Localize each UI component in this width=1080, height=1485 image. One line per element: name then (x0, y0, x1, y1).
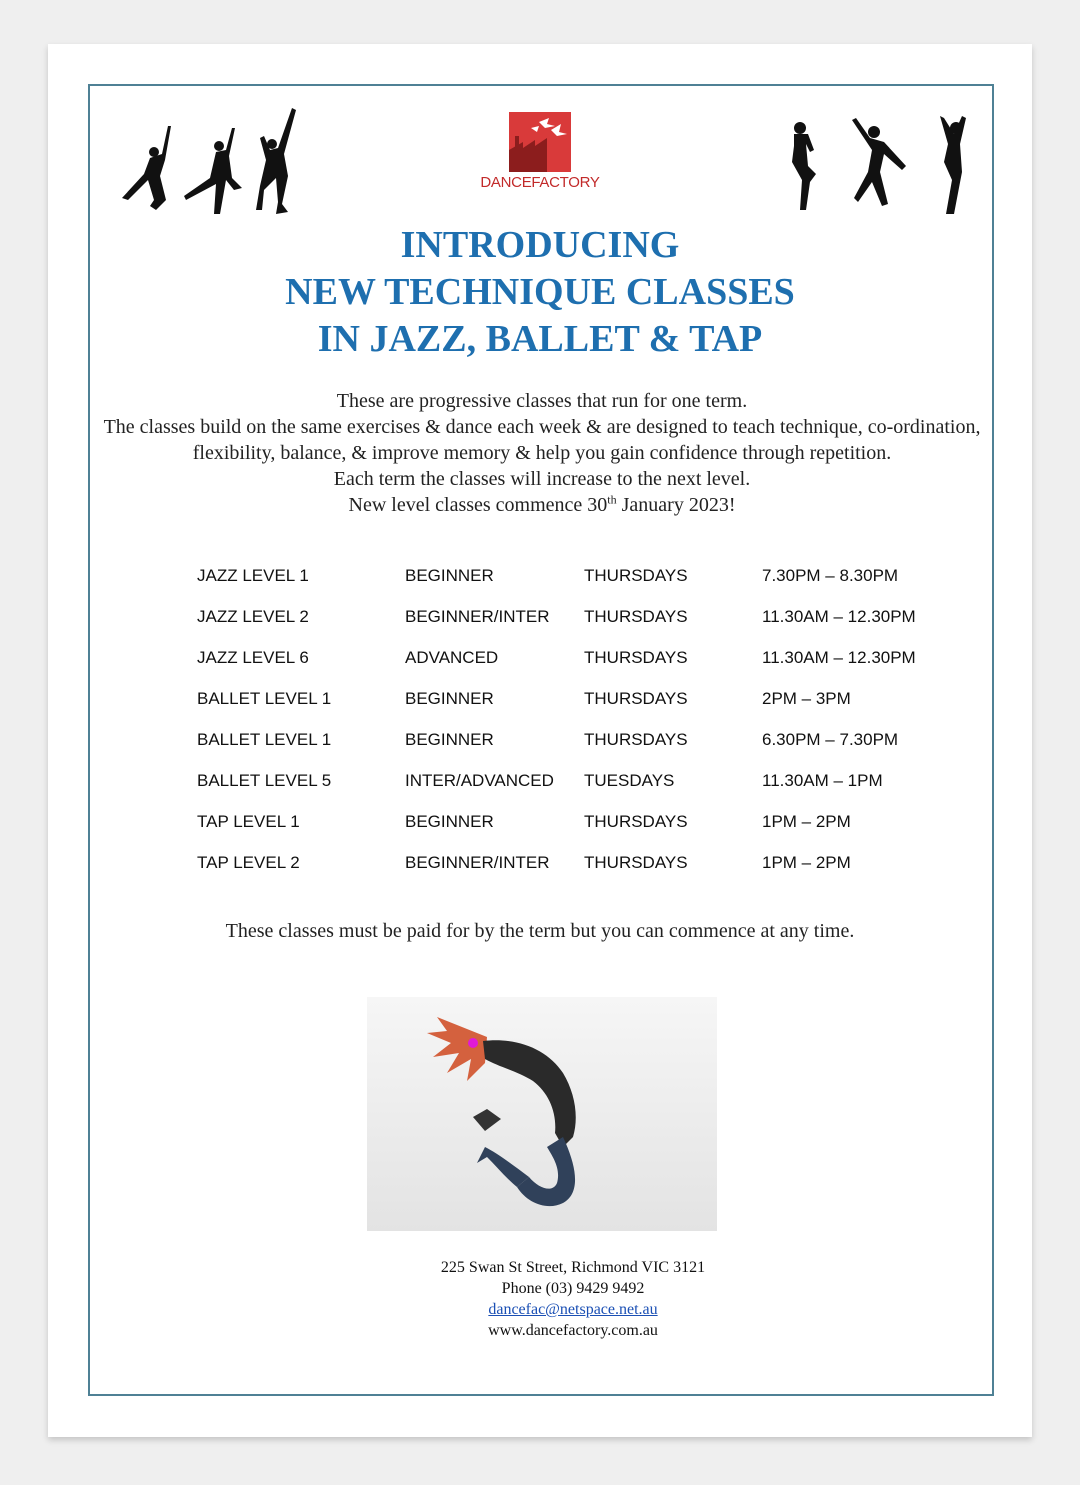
class-day: THURSDAYS (584, 689, 688, 708)
class-level: BEGINNER (405, 730, 494, 749)
logo-wordmark: DANCEFACTORY (480, 174, 600, 191)
class-day: TUESDAYS (584, 771, 675, 790)
class-time: 11.30AM – 12.30PM (762, 607, 916, 626)
class-name: BALLET LEVEL 5 (197, 771, 332, 790)
dance-factory-logo-icon (509, 112, 571, 172)
class-level: BEGINNER/INTER (405, 853, 550, 872)
email-link[interactable]: dancefac@netspace.net.au (488, 1301, 658, 1318)
class-time: 2PM – 3PM (762, 689, 851, 708)
phone: Phone (03) 9429 9492 (501, 1280, 645, 1297)
intro-line-3: Each term the classes will increase to the next level. (333, 468, 751, 490)
class-day: THURSDAYS (584, 853, 688, 872)
intro-line-2: The classes build on the same exercises & dance each week & are designed to teach technique, co-ordination, flexibility, balance, & improve memory & help you gain confidence through repetition. (103, 416, 981, 464)
class-level: BEGINNER (405, 812, 494, 831)
class-name: BALLET LEVEL 1 (197, 689, 332, 708)
class-time: 6.30PM – 7.30PM (762, 730, 899, 749)
class-time: 11.30AM – 12.30PM (762, 648, 916, 667)
class-time: 1PM – 2PM (762, 812, 851, 831)
contact-info (48, 1257, 1080, 1341)
class-level: INTER/ADVANCED (405, 771, 554, 790)
class-level: BEGINNER/INTER (405, 607, 550, 626)
intro-text (100, 388, 984, 518)
class-level: ADVANCED (405, 648, 499, 667)
class-name: TAP LEVEL 1 (197, 812, 300, 831)
intro-line-4-end: January 2023! (616, 494, 736, 516)
website: www.dancefactory.com.au (488, 1322, 658, 1339)
class-day: THURSDAYS (584, 730, 688, 749)
page-title (48, 222, 1032, 363)
dancer-photo (367, 997, 717, 1231)
intro-line-4 (100, 492, 984, 518)
dancer-silhouettes-left-icon (64, 104, 304, 220)
class-time: 11.30AM – 1PM (762, 771, 883, 790)
dance-factory-logo (470, 112, 610, 202)
headline-line-3: IN JAZZ, BALLET & TAP (317, 318, 763, 360)
class-name: TAP LEVEL 2 (197, 853, 300, 872)
class-level: BEGINNER (405, 566, 494, 585)
class-name: JAZZ LEVEL 2 (197, 607, 309, 626)
class-time: 7.30PM – 8.30PM (762, 566, 899, 585)
class-day: THURSDAYS (584, 648, 688, 667)
intro-line-4-start: New level classes commence 30 (348, 494, 608, 516)
address: 225 Swan St Street, Richmond VIC 3121 (440, 1259, 706, 1276)
jumping-dancer-icon (367, 997, 717, 1231)
class-day: THURSDAYS (584, 607, 688, 626)
class-name: BALLET LEVEL 1 (197, 730, 332, 749)
class-level: BEGINNER (405, 689, 494, 708)
class-name: JAZZ LEVEL 6 (197, 648, 309, 667)
date-suffix: th (607, 492, 617, 507)
intro-line-1: These are progressive classes that run for one term. (336, 390, 748, 412)
headline-line-2: NEW TECHNIQUE CLASSES (285, 271, 795, 313)
class-day: THURSDAYS (584, 812, 688, 831)
class-day: THURSDAYS (584, 566, 688, 585)
headline-line-1: INTRODUCING (400, 224, 680, 266)
payment-note: These classes must be paid for by the term but you can commence at any time. (225, 920, 855, 942)
class-name: JAZZ LEVEL 1 (197, 566, 309, 585)
dancer-silhouettes-right-icon (780, 110, 980, 220)
class-time: 1PM – 2PM (762, 853, 851, 872)
